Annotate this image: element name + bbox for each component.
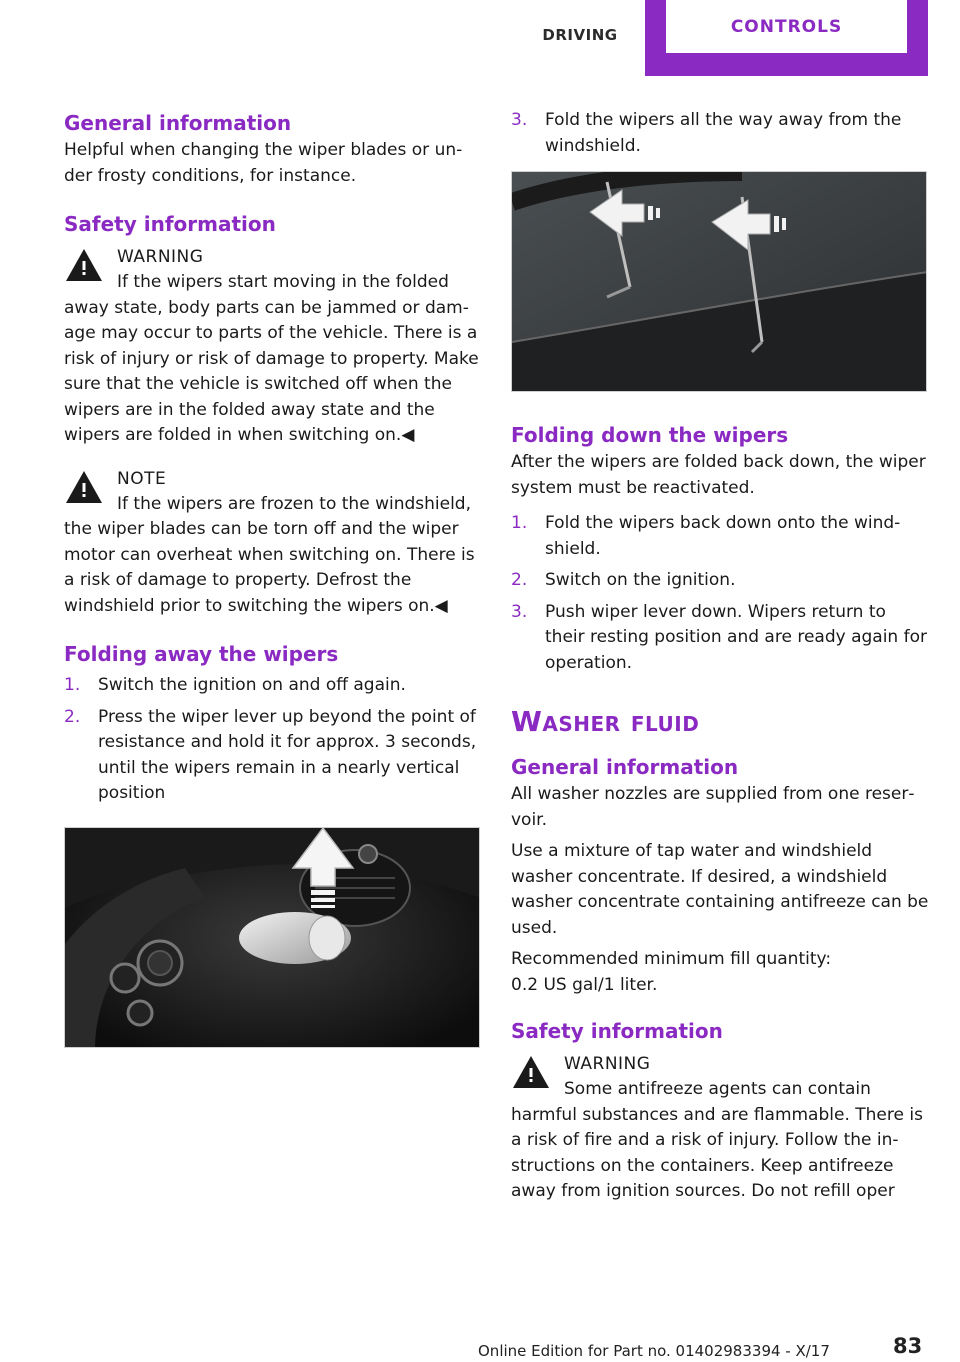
washer-warning-first-line: Some antifreeze agents can contain xyxy=(564,1079,871,1099)
note-first-line: If the wipers are frozen to the windshield, xyxy=(117,493,471,514)
washer-warning-keyword: WARNING xyxy=(564,1054,651,1074)
general-information-text: Helpful when changing the wiper blades or under frosty conditions, for instance. xyxy=(64,140,463,186)
list-item: 2. Switch on the ignition. xyxy=(511,570,736,590)
warning-block xyxy=(64,245,482,449)
warning-text: away state, body parts can be jammed or damage may occur to parts of the vehicle. There is a risk of injury or risk of damage to property. Make sure that the vehicle is switched off when the wipers are in the folded away state and the wipers are folded in when switching on.◀ xyxy=(64,297,479,445)
list-item: 1. Fold the wipers back down onto the windshield. xyxy=(511,513,901,559)
folding-down-text: After the wipers are folded back down, the wiper system must be reactivated. xyxy=(511,452,926,498)
header-tab xyxy=(645,0,928,76)
washer-fluid-heading: Washer fluid xyxy=(511,705,700,738)
washer-fill-quantity-label: Recommended minimum fill quantity: xyxy=(511,949,832,969)
warning-triangle-icon xyxy=(511,1054,551,1090)
note-text: the wiper blades can be torn off and the wiper motor can overheat when switching on. There is a risk of damage to property. Defrost the windshield prior to switching the wipers on.◀ xyxy=(64,519,475,616)
list-item: 3. Push wiper lever down. Wipers return to their resting position and are ready again for operation. xyxy=(511,601,927,673)
washer-safety-information-heading: Safety information xyxy=(511,1019,723,1043)
wiper-lever-photo xyxy=(64,827,480,1048)
washer-general-information-heading: General information xyxy=(511,755,739,779)
folding-down-heading: Folding down the wipers xyxy=(511,423,789,447)
list-item: 1. Switch the ignition on and off again. xyxy=(64,675,406,695)
folding-away-steps-continued xyxy=(511,108,929,159)
warning-keyword: WARNING xyxy=(117,247,204,267)
note-triangle-icon xyxy=(64,469,104,505)
folding-away-steps xyxy=(64,673,482,807)
left-column xyxy=(64,108,482,1048)
washer-fill-quantity-value: 0.2 US gal/1 liter. xyxy=(511,974,658,995)
washer-text-1: All washer nozzles are supplied from one reservoir. xyxy=(511,784,915,830)
warning-triangle-icon xyxy=(64,247,104,283)
list-item: 2. Press the wiper lever up beyond the point of resistance and hold it for approx. 3 seconds, until the wipers remain in a nearly vertical position xyxy=(64,706,477,803)
washer-text-2: Use a mixture of tap water and windshield washer concentrate. If desired, a windshield washer concentrate containing antifreeze can be used. xyxy=(511,841,929,938)
edition-label: Online Edition for Part no. 01402983394 - X/17 xyxy=(478,1342,830,1360)
folding-down-steps xyxy=(511,511,929,676)
windshield-illustration xyxy=(512,172,927,392)
washer-warning-text: harmful substances and are flammable. There is a risk of fire and a risk of injury. Follow the instructions on the containers. Keep antifreeze away from ignition sources. Do not refill oper xyxy=(511,1104,923,1201)
washer-warning-block xyxy=(511,1052,929,1205)
general-information-heading: General information xyxy=(64,111,292,135)
header-section-label: DRIVING xyxy=(542,26,618,44)
wiper-lever-illustration xyxy=(65,828,480,1048)
right-column xyxy=(511,108,929,1205)
warning-first-line: If the wipers start moving in the folded xyxy=(117,272,449,292)
page-number: 83 xyxy=(893,1334,923,1358)
folding-away-heading: Folding away the wipers xyxy=(64,642,339,666)
windshield-wipers-photo xyxy=(511,171,927,392)
header-tab-label: CONTROLS xyxy=(666,0,907,53)
note-block xyxy=(64,467,482,620)
note-keyword: NOTE xyxy=(117,468,167,489)
safety-information-heading: Safety information xyxy=(64,212,276,236)
list-item: 3. Fold the wipers all the way away from the windshield. xyxy=(511,110,902,156)
